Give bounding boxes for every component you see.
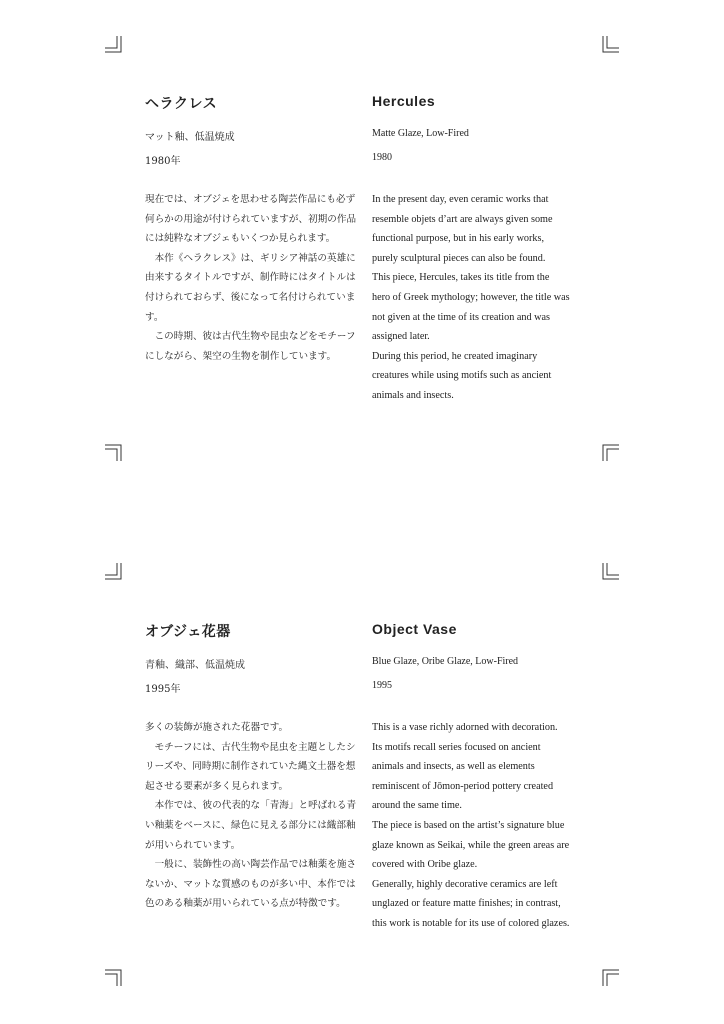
paragraph: この時期、彼は古代生物や昆虫などをモチーフにしながら、架空の生物を制作しています。: [145, 331, 356, 362]
year-jp: 1995年: [145, 684, 181, 695]
text-line: This piece, Hercules, takes its title from the: [372, 272, 550, 284]
crop-mark-icon: [105, 443, 123, 461]
text-line: animals and insects.: [372, 389, 454, 401]
crop-mark-icon: [105, 36, 123, 54]
paragraph: 本作では、彼の代表的な「青海」と呼ばれる青い釉薬をベースに、緑色に見える部分には織部釉が用いられています。: [145, 800, 357, 851]
description-jp: [145, 190, 357, 366]
work-title-jp: ヘラクレス: [145, 96, 218, 112]
crop-mark-icon: [105, 563, 123, 581]
text-line: resemble objets d’art are always given some: [372, 213, 553, 225]
description-en: [372, 190, 587, 406]
crop-mark-icon: [601, 443, 619, 461]
text-line: around the same time.: [372, 800, 462, 812]
year-en: 1995: [372, 680, 392, 691]
text-line: covered with Oribe glaze.: [372, 859, 478, 871]
work-title-jp: オブジェ花器: [145, 624, 231, 640]
crop-mark-icon: [601, 563, 619, 581]
text-line: This is a vase richly adorned with decoration.: [372, 722, 558, 733]
year-jp: 1980年: [145, 156, 181, 167]
text-line: The piece is based on the artist’s signature blue: [372, 819, 565, 831]
text-line: animals and insects, as well as elements: [372, 761, 535, 773]
text-line: this work is notable for its use of colored glazes.: [372, 917, 570, 929]
work-title-en: Hercules: [372, 93, 436, 109]
material-jp: 青釉、織部、低温焼成: [145, 660, 245, 671]
paragraph: 本作《ヘラクレス》は、ギリシア神話の英雄に由来するタイトルですが、制作時にはタイトルは付けられておらず、後になって名付けられています。: [145, 252, 356, 323]
text-line: Its motifs recall series focused on ancient: [372, 741, 541, 753]
text-line: glaze known as Seikai, while the green areas are: [372, 839, 570, 851]
paragraph: モチーフには、古代生物や昆虫を主題としたシリーズや、同時期に制作されていた縄文土器を想起させる要素が多く見られます。: [145, 741, 356, 792]
text-line: Generally, highly decorative ceramics are left: [372, 878, 558, 890]
text-line: During this period, he created imaginary: [372, 350, 538, 362]
crop-mark-icon: [601, 968, 619, 986]
crop-mark-icon: [601, 36, 619, 54]
text-line: functional purpose, but in his early works,: [372, 233, 545, 245]
text-line: unglazed or feature matte finishes; in contrast,: [372, 898, 561, 910]
material-jp: マット釉、低温焼成: [145, 132, 235, 143]
paragraph: 一般に、装飾性の高い陶芸作品では釉薬を施さないか、マットな質感のものが多い中、本作では色のある釉薬が用いられている点が特徴です。: [145, 859, 357, 910]
material-en: Blue Glaze, Oribe Glaze, Low-Fired: [372, 656, 519, 667]
description-jp: [145, 718, 357, 914]
text-line: reminiscent of Jōmon-period pottery created: [372, 780, 554, 792]
text-line: assigned later.: [372, 331, 430, 343]
year-en: 1980: [372, 152, 392, 163]
work-title-en: Object Vase: [372, 621, 457, 637]
text-line: purely sculptural pieces can also be found.: [372, 252, 546, 264]
text-line: not given at the time of its creation and was: [372, 311, 550, 323]
material-en: Matte Glaze, Low-Fired: [372, 128, 469, 139]
paragraph: 現在では、オブジェを思わせる陶芸作品にも必ず何らかの用途が付けられていますが、初期の作品には純粋なオブジェもいくつか見られます。: [145, 194, 357, 245]
text-line: creatures while using motifs such as ancient: [372, 370, 552, 382]
description-en: [372, 718, 587, 934]
paragraph: 多くの装飾が施された花器です。: [145, 722, 289, 733]
text-line: In the present day, even ceramic works that: [372, 194, 549, 205]
crop-mark-icon: [105, 968, 123, 986]
text-line: hero of Greek mythology; however, the title was: [372, 291, 570, 303]
